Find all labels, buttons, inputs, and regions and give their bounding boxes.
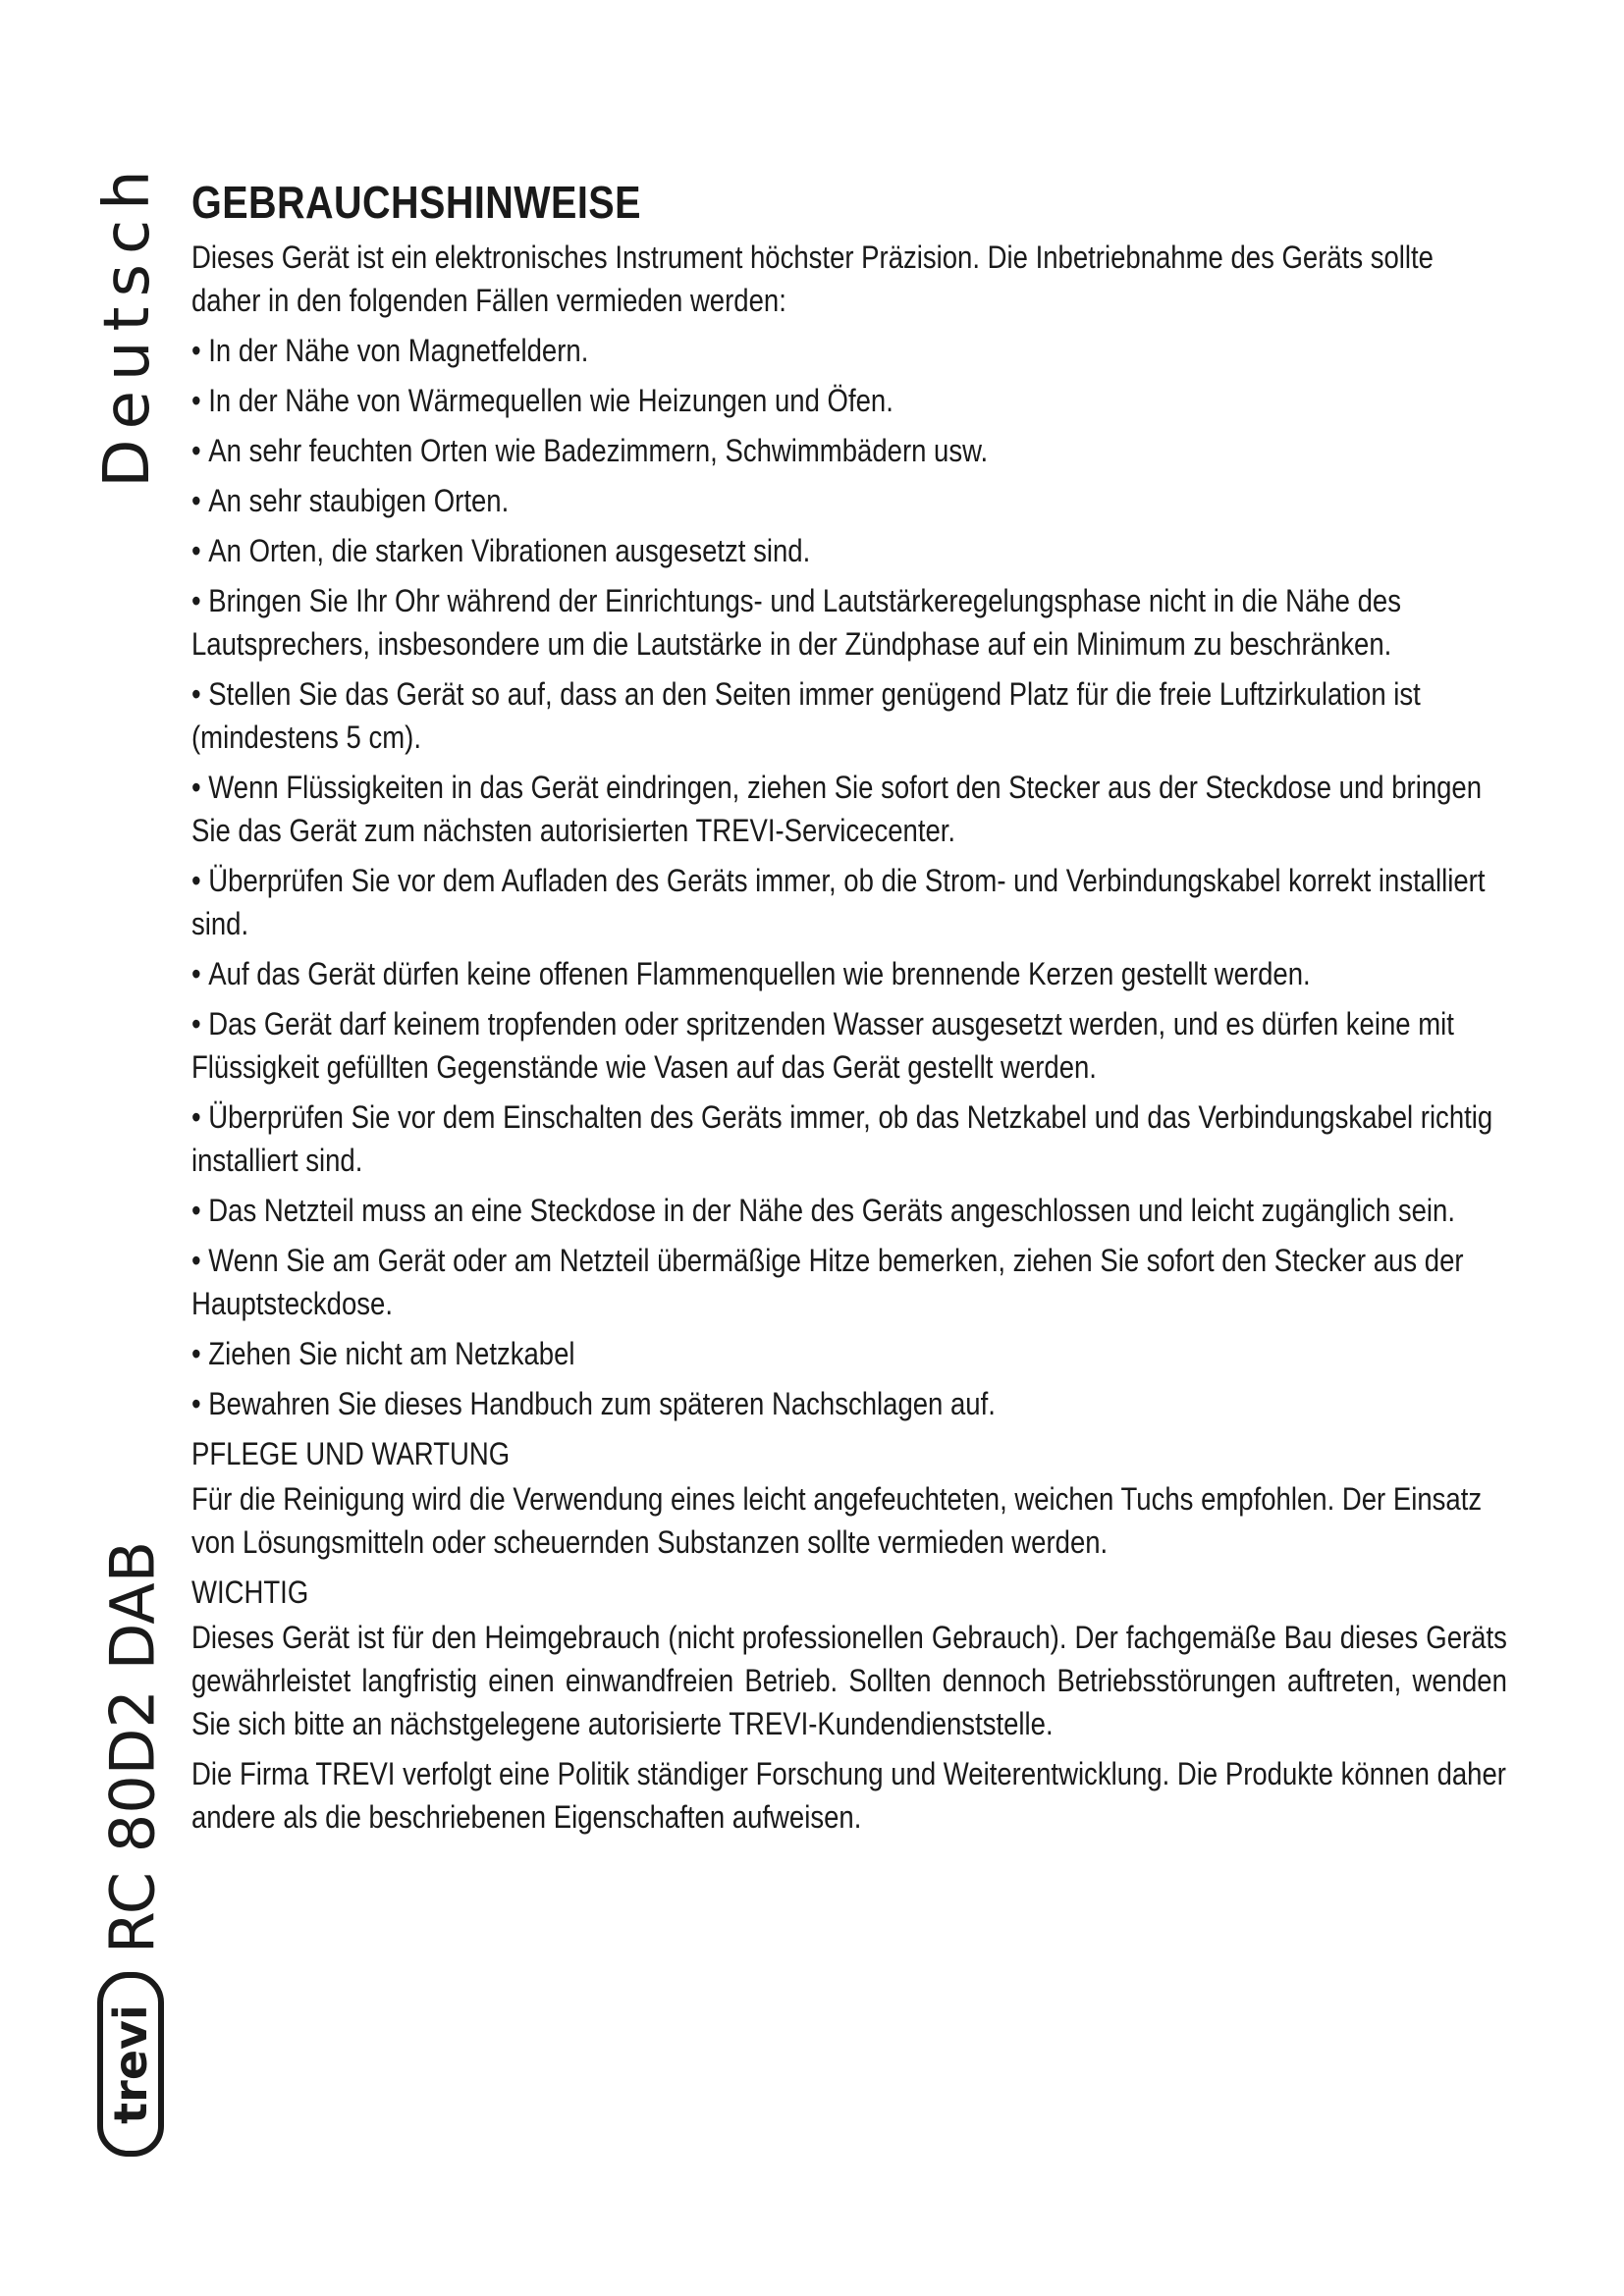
list-item: • Bewahren Sie dieses Handbuch zum späteren Nachschlagen auf. xyxy=(191,1382,1507,1425)
document-body xyxy=(191,175,1507,1845)
side-model-label xyxy=(88,1540,177,1954)
list-item: • In der Nähe von Magnetfeldern. xyxy=(191,329,1507,372)
trevi-logo-icon xyxy=(96,1971,165,2158)
list-item: • Wenn Flüssigkeiten in das Gerät eindringen, ziehen Sie sofort den Stecker aus der Steckdose und bringen Sie das Gerät zum nächsten autorisierten TREVI-Servicecenter. xyxy=(191,766,1507,852)
safety-list xyxy=(191,329,1507,1425)
model-text: RC 80D2 DAB xyxy=(96,1540,169,1954)
important-paragraph: Dieses Gerät ist für den Heimgebrauch (nicht professionellen Gebrauch). Der fachgemäße Bau dieses Geräts gewährleistet langfristig einen einwandfreien Betrieb. Sollten dennoch Betriebsstörungen auftreten, wenden Sie sich bitte an nächstgelegene autorisierte TREVI-Kundendienststelle. xyxy=(191,1620,1507,1741)
intro-paragraph: Dieses Gerät ist ein elektronisches Instrument höchster Präzision. Die Inbetriebnahme des Geräts sollte daher in den folgenden Fällen vermieden werden: xyxy=(191,240,1434,318)
side-language-label xyxy=(88,160,167,488)
list-item: • Stellen Sie das Gerät so auf, dass an den Seiten immer genügend Platz für die freie Luftzirkulation ist (mindestens 5 cm). xyxy=(191,672,1507,759)
list-item: • Bringen Sie Ihr Ohr während der Einrichtungs- und Lautstärkeregelungsphase nicht in die Nähe des Lautsprechers, insbesondere um die Lautstärke in der Zündphase auf ein Minimum zu beschränken. xyxy=(191,579,1507,666)
list-item: • An sehr feuchten Orten wie Badezimmern, Schwimmbädern usw. xyxy=(191,429,1507,472)
list-item: • In der Nähe von Wärmequellen wie Heizungen und Öfen. xyxy=(191,379,1507,422)
page-title: GEBRAUCHSHINWEISE xyxy=(191,177,641,228)
care-paragraph: Für die Reinigung wird die Verwendung eines leicht angefeuchteten, weichen Tuchs empfohlen. Der Einsatz von Lösungsmitteln oder scheuernden Substanzen sollte vermieden werden. xyxy=(191,1481,1483,1560)
language-text: Deutsch xyxy=(91,160,164,488)
policy-paragraph: Die Firma TREVI verfolgt eine Politik ständiger Forschung und Weiterentwicklung. Die Produkte können daher andere als die beschriebenen Eigenschaften aufweisen. xyxy=(191,1756,1506,1835)
list-item: • Überprüfen Sie vor dem Aufladen des Geräts immer, ob die Strom- und Verbindungskabel korrekt installiert sind. xyxy=(191,859,1507,945)
list-item: • An sehr staubigen Orten. xyxy=(191,479,1507,522)
list-item: • An Orten, die starken Vibrationen ausgesetzt sind. xyxy=(191,529,1507,572)
important-heading: WICHTIG xyxy=(191,1575,309,1610)
trevi-logo xyxy=(96,1971,165,2158)
list-item: • Das Gerät darf keinem tropfenden oder spritzenden Wasser ausgesetzt werden, und es dürfen keine mit Flüssigkeit gefüllten Gegenstände wie Vasen auf das Gerät gestellt werden. xyxy=(191,1002,1507,1089)
list-item: • Ziehen Sie nicht am Netzkabel xyxy=(191,1332,1507,1375)
list-item: • Auf das Gerät dürfen keine offenen Flammenquellen wie brennende Kerzen gestellt werden. xyxy=(191,952,1507,995)
logo-lettering: trevi xyxy=(104,2004,157,2124)
care-heading: PFLEGE UND WARTUNG xyxy=(191,1436,511,1471)
list-item: • Überprüfen Sie vor dem Einschalten des Geräts immer, ob das Netzkabel und das Verbindungskabel richtig installiert sind. xyxy=(191,1095,1507,1182)
list-item: • Wenn Sie am Gerät oder am Netzteil übermäßige Hitze bemerken, ziehen Sie sofort den Stecker aus der Hauptsteckdose. xyxy=(191,1239,1507,1325)
list-item: • Das Netzteil muss an eine Steckdose in der Nähe des Geräts angeschlossen und leicht zugänglich sein. xyxy=(191,1189,1507,1232)
